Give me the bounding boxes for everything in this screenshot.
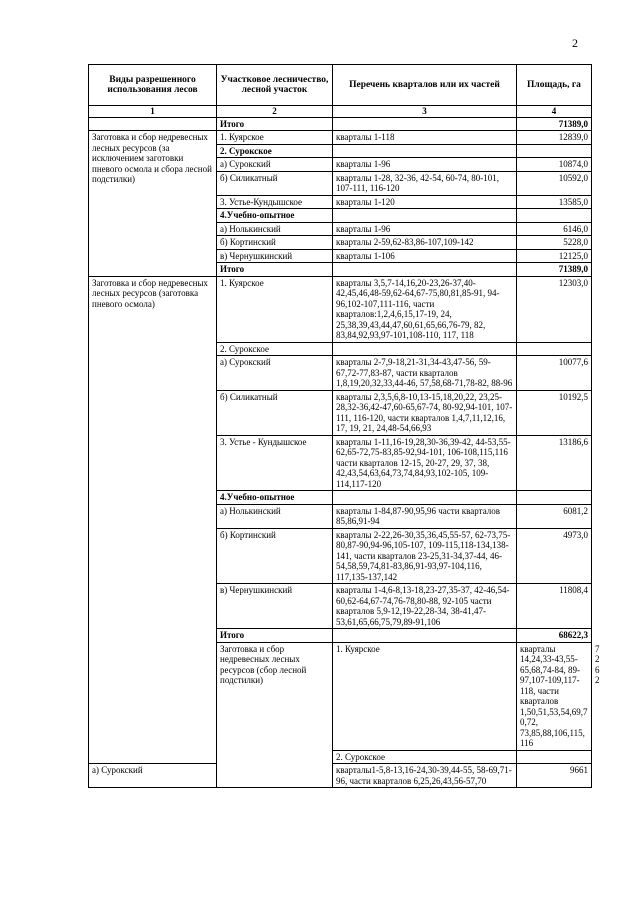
quarters-cell: кварталы 2-22,26-30,35,36,45,55-57, 62-73,75-80,87-90,94-96,105-107, 109-115,118-134,138-141, части кварталов 23-25,31-34,37-44, 46-54,58,59,74,81-83,86,91-93,97-104,116, 117,135-137,142 <box>333 528 517 584</box>
header-number-2: 2 <box>217 106 333 118</box>
table-row <box>89 117 592 131</box>
quarters-cell <box>517 750 592 764</box>
area-cell: 6146,0 <box>517 222 592 236</box>
area-cell: 11808,4 <box>517 584 592 629</box>
page-number: 2 <box>572 36 578 50</box>
area-cell: 10592,0 <box>517 171 592 195</box>
quarters-cell: кварталы1-5,8-13,16-24,30-39,44-55, 58-69,71-96, части кварталов 6,25,26,43,56-57,70 <box>333 764 517 788</box>
forestry-cell: Итого <box>217 117 333 131</box>
forestry-cell: а) Нолькинский <box>217 222 333 236</box>
quarters-cell <box>333 263 517 277</box>
forestry-cell: 2. Сурокское <box>217 342 333 356</box>
area-cell: 10077,6 <box>517 356 592 391</box>
quarters-cell <box>333 209 517 223</box>
area-cell: 10874,0 <box>517 158 592 172</box>
quarters-cell <box>333 491 517 505</box>
area-cell: 6081,2 <box>517 504 592 528</box>
quarters-cell: кварталы 3,5,7-14,16,20-23,26-37,40-42,45,46,48-59,62-64,67-75,80,81,85-91, 94-96,102-107,111-116, части кварталов:1,2,4,6,15,17-19, 24, 25,38,39,43,44,47,60,61,65,66,76-79, 82, 83,84,92,93,97-101,108-110, 117, 118 <box>333 276 517 342</box>
header-area: Площадь, га <box>517 65 592 106</box>
area-cell: 5228,0 <box>517 236 592 250</box>
table-row: Заготовка и сбор недревесных лесных ресурсов (сбор лесной подстилки) 1. Куярское кварталы 14,24,33-43,55-65,68,74-84, 89-97,107-109,117-118, части кварталов 1,50,51,53,54,69,70,72, 73,85,88,106,115,116 7262 <box>89 642 592 750</box>
area-cell <box>517 209 592 223</box>
forestry-cell: Итого <box>217 629 333 643</box>
area-cell: 13585,0 <box>517 195 592 209</box>
forestry-cell: 3. Устье - Кундышское <box>217 435 333 491</box>
forestry-cell: б) Кортинский <box>217 528 333 584</box>
quarters-cell: кварталы 1-96 <box>333 222 517 236</box>
area-cell <box>517 342 592 356</box>
header-number-1: 1 <box>89 106 217 118</box>
quarters-cell: кварталы 1-118 <box>333 131 517 145</box>
forestry-cell: 1. Куярское <box>333 642 517 750</box>
table-row <box>89 131 592 145</box>
area-cell: 68622,3 <box>517 629 592 643</box>
area-cell <box>517 491 592 505</box>
quarters-cell: кварталы 1-120 <box>333 195 517 209</box>
table-row <box>89 276 592 342</box>
area-cell: 9661 <box>517 764 592 788</box>
forestry-cell: 3. Устье-Кундышское <box>217 195 333 209</box>
forestry-cell: б) Силикатный <box>217 390 333 435</box>
quarters-cell <box>333 144 517 158</box>
area-cell: 71389,0 <box>517 117 592 131</box>
area-cell <box>517 144 592 158</box>
quarters-cell: кварталы 14,24,33-43,55-65,68,74-84, 89-97,107-109,117-118, части кварталов 1,50,51,53,54,69,70,72, 73,85,88,106,115,116 <box>517 642 592 750</box>
table-row <box>89 764 592 788</box>
header-use-type: Виды разрешенного использования лесов <box>89 65 217 106</box>
area-cell: 12839,0 <box>517 131 592 145</box>
header-quarters: Перечень кварталов или их частей <box>333 65 517 106</box>
use-type-cell: Заготовка и сбор недревесных лесных ресурсов (сбор лесной подстилки) <box>217 642 333 788</box>
header-number-3: 3 <box>333 106 517 118</box>
forestry-cell: 4.Учебно-опытное <box>217 491 333 505</box>
quarters-cell <box>333 117 517 131</box>
quarters-cell: кварталы 1-11,16-19,28,30-36,39-42, 44-53,55-62,65-72,75-83,85-92,94-101, 106-108,115,116 части кварталов 12-15, 20-27, 29, 37, 38, 42,43,54,63,64,73,74,84,93,102-105, 109-114,117-120 <box>333 435 517 491</box>
area-cell: 10192,5 <box>517 390 592 435</box>
area-cell: 4973,0 <box>517 528 592 584</box>
area-cell: 12303,0 <box>517 276 592 342</box>
use-type-cell <box>89 117 217 131</box>
forestry-cell: а) Сурокский <box>89 764 217 788</box>
forestry-cell: а) Нолькинский <box>217 504 333 528</box>
area-cell: 71389,0 <box>517 263 592 277</box>
header-forestry: Участковое лесничество, лесной участок <box>217 65 333 106</box>
forestry-cell: б) Кортинский <box>217 236 333 250</box>
quarters-cell <box>333 629 517 643</box>
quarters-cell: кварталы 1-96 <box>333 158 517 172</box>
quarters-cell: кварталы 1-4,6-8,13-18,23-27,35-37, 42-46,54-60,62-64,67-74,76-78,80-88, 92-105 части кварталов 5,9-12,19-22,28-34, 38-41,47-53,61,65,66,75,79,89-91,106 <box>333 584 517 629</box>
table-body <box>89 117 600 788</box>
header-number-4: 4 <box>517 106 592 118</box>
forestry-cell: 1. Куярское <box>217 131 333 145</box>
area-cell: 13186,6 <box>517 435 592 491</box>
quarters-cell: кварталы 1-106 <box>333 249 517 263</box>
forestry-cell: в) Чернушкинский <box>217 249 333 263</box>
quarters-cell: кварталы 2,3,5,6,8-10,13-15,18,20,22, 23,25-28,32-36,42-47,60-65,67-74, 80-92,94-101, 107-111, 116-120, части кварталов 1,4,7,11,12,16, 17, 19, 21, 24,48-54,66,93 <box>333 390 517 435</box>
forestry-cell: 2. Сурокское <box>333 750 517 764</box>
forestry-cell: а) Сурокский <box>217 356 333 391</box>
quarters-cell <box>333 342 517 356</box>
forestry-cell: а) Сурокский <box>217 158 333 172</box>
forestry-cell: б) Силикатный <box>217 171 333 195</box>
area-cell: 12125,0 <box>517 249 592 263</box>
forestry-cell: Итого <box>217 263 333 277</box>
use-type-cell: Заготовка и сбор недревесных лесных ресурсов (заготовка пневого осмола) <box>89 276 217 764</box>
forestry-cell: 1. Куярское <box>217 276 333 342</box>
quarters-cell: кварталы 1-84,87-90,95,96 части кварталов 85,86,91-94 <box>333 504 517 528</box>
quarters-cell: кварталы 1-28, 32-36, 42-54, 60-74, 80-101, 107-111, 116-120 <box>333 171 517 195</box>
use-type-cell: Заготовка и сбор недревесных лесных ресурсов (за исключением заготовки пневого осмола и сбора лесной подстилки) <box>89 131 217 277</box>
forestry-cell: в) Чернушкинский <box>217 584 333 629</box>
forestry-cell: 4.Учебно-опытное <box>217 209 333 223</box>
quarters-cell: кварталы 2-7,9-18,21-31,34-43,47-56, 59-67,72-77,83-87, части кварталов 1,8,19,20,32,33,44-46, 57,58,68-71,78-82, 88-96 <box>333 356 517 391</box>
forest-use-table <box>88 64 600 788</box>
quarters-cell: кварталы 2-59,62-83,86-107,109-142 <box>333 236 517 250</box>
forestry-cell: 2. Сурокское <box>217 144 333 158</box>
